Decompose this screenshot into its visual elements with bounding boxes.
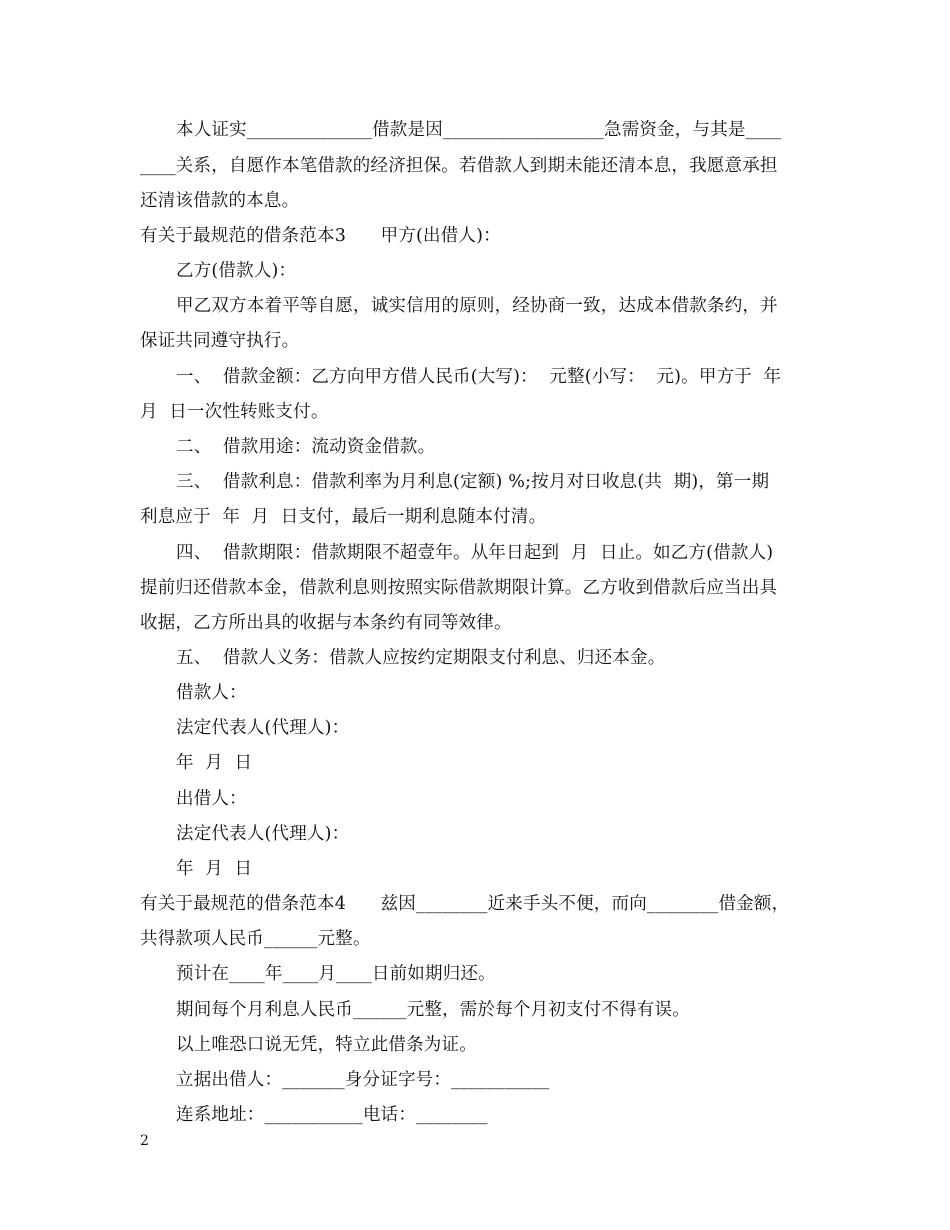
text-line: 以上唯恐口说无凭，特立此借条为证。: [176, 1035, 477, 1055]
text-line: 甲乙双方本着平等自愿，诚实信用的原则，经协商一致，达成本借款条约，并: [176, 296, 778, 316]
signature-label: 法定代表人(代理人)：: [176, 824, 350, 844]
date-line: 年 月 日: [176, 859, 253, 879]
text-line: 本人证实______________借款是因__________________急需资金，与其是____: [176, 120, 782, 140]
text-line: 期间每个月利息人民币______元整，需於每个月初支付不得有误。: [176, 1000, 690, 1020]
text-line: 立据出借人：_______身分证字号：___________: [176, 1070, 550, 1090]
signature-label: 借款人：: [176, 683, 247, 703]
section-heading: 有关于最规范的借条范本3 甲方(出借人)：: [140, 226, 501, 246]
text-line: 还清该借款的本息。: [140, 191, 300, 211]
text-line: 收据，乙方所出具的收据与本条约有同等效律。: [140, 613, 512, 633]
text-line: 连系地址：___________电话：________: [176, 1105, 488, 1125]
text-line: 利息应于 年 月 日支付，最后一期利息随本付清。: [140, 507, 547, 527]
clause-line: 五、 借款人义务：借款人应按约定期限支付利息、归还本金。: [176, 648, 666, 668]
text-line: 保证共同遵守执行。: [140, 331, 300, 351]
text-line: ____关系，自愿作本笔借款的经济担保。若借款人到期未能还清本息，我愿意承担: [140, 156, 778, 176]
signature-label: 法定代表人(代理人)：: [176, 718, 350, 738]
clause-line: 二、 借款用途：流动资金借款。: [176, 437, 436, 457]
clause-line: 一、 借款金额：乙方向甲方借人民币(大写)： 元整(小写： 元)。甲方于 年: [176, 367, 782, 387]
text-line: 乙方(借款人)：: [176, 261, 297, 281]
clause-line: 三、 借款利息：借款利率为月利息(定额) %;按月对日收息(共 期)，第一期: [176, 472, 770, 492]
page-number: 2: [140, 1133, 149, 1149]
text-line: 月 日一次性转账支付。: [140, 402, 329, 422]
text-line: 预计在____年____月____日前如期归还。: [176, 964, 496, 984]
section-heading: 有关于最规范的借条范本4 兹因________近来手头不便，而向________借金额，: [140, 894, 790, 914]
text-line: 提前归还借款本金，借款利息则按照实际借款期限计算。乙方收到借款后应当出具: [140, 578, 778, 598]
signature-label: 出借人：: [176, 789, 247, 809]
date-line: 年 月 日: [176, 753, 253, 773]
clause-line: 四、 借款期限：借款期限不超壹年。从年日起到 月 日止。如乙方(借款人): [176, 543, 774, 563]
text-line: 共得款项人民币______元整。: [140, 929, 371, 949]
